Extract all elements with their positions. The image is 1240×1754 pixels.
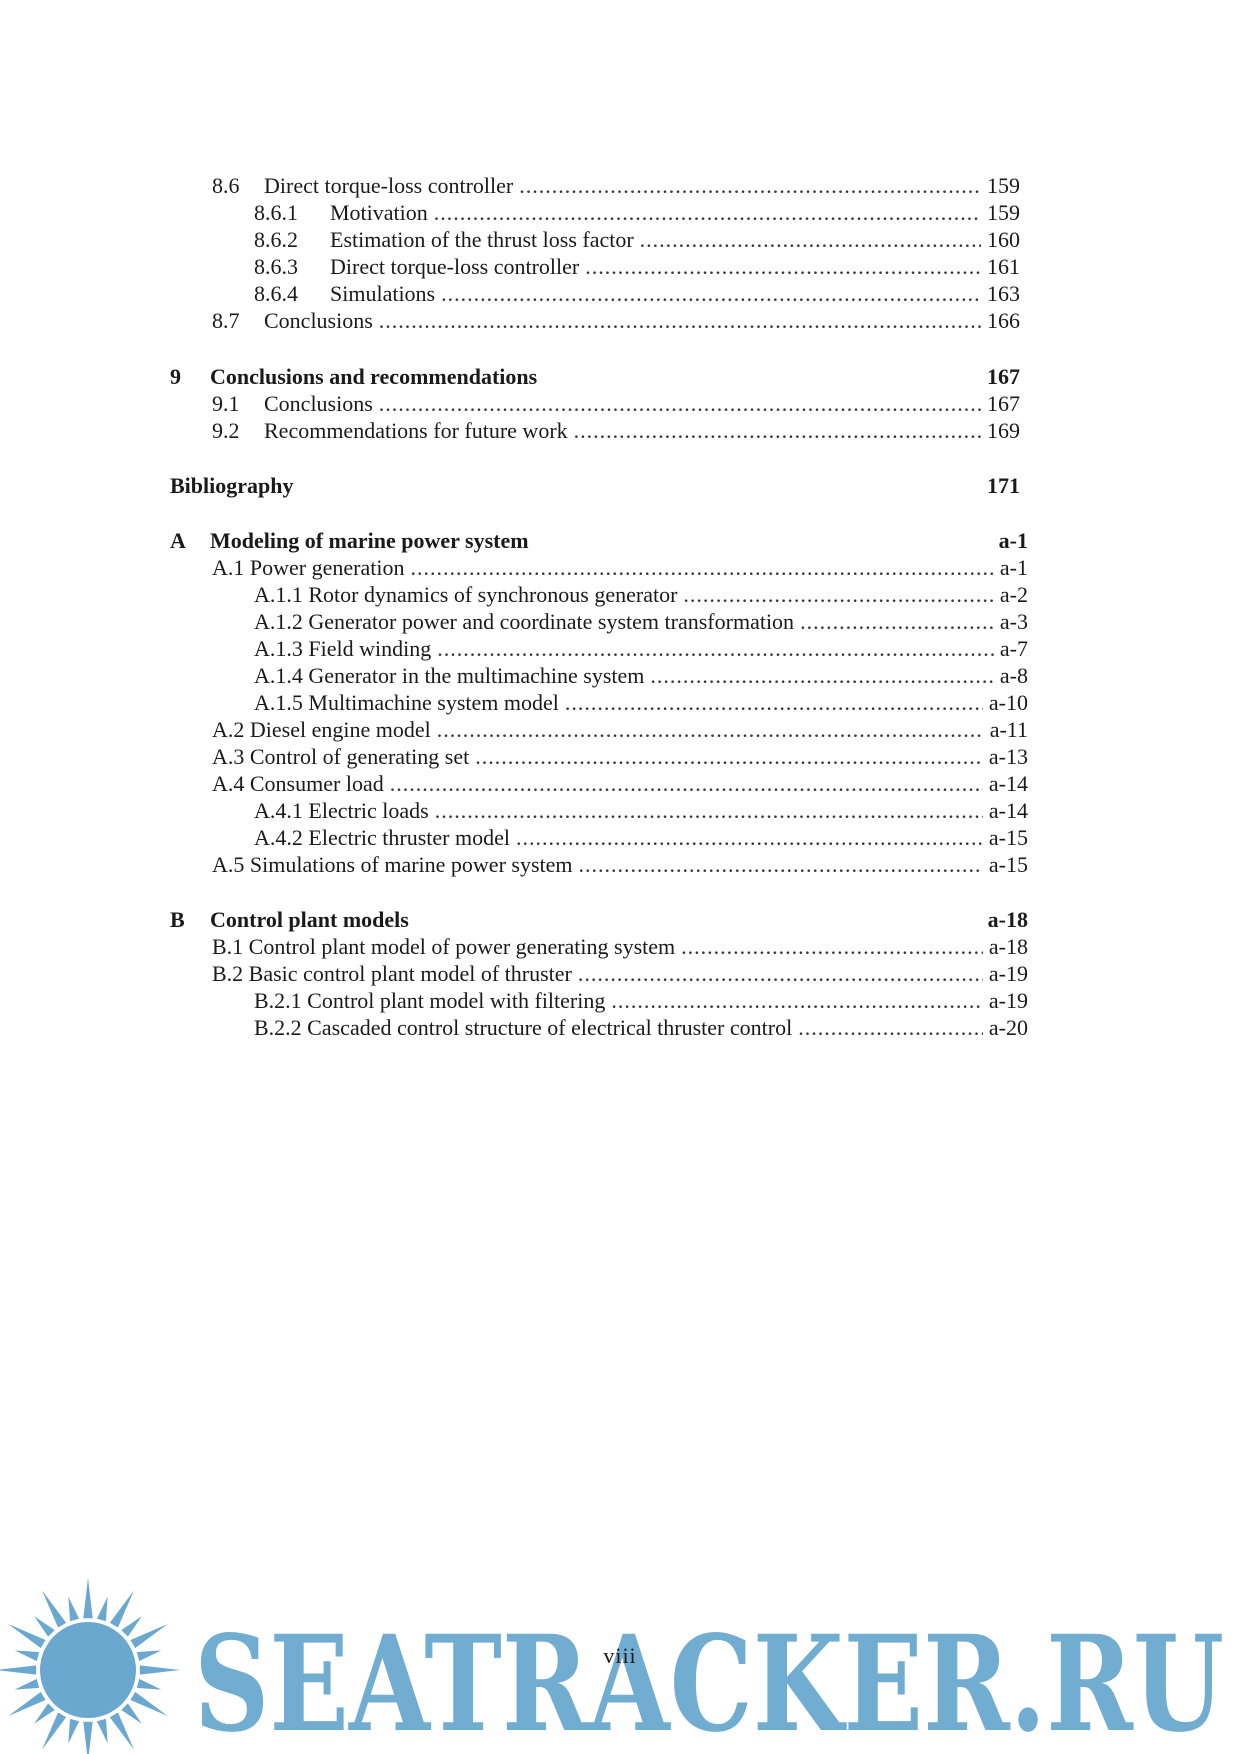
sun-ray	[68, 1719, 79, 1744]
toc-dot-leader	[681, 933, 983, 961]
toc-dot-leader	[611, 987, 983, 1015]
toc-entry[interactable]	[170, 906, 1028, 934]
toc-dot-leader	[585, 253, 981, 281]
toc-entry-page: a-14	[988, 771, 1028, 796]
toc-entry[interactable]	[212, 851, 1028, 879]
toc-dot-leader	[574, 417, 981, 445]
toc-entry-number: 9.1	[212, 391, 240, 416]
toc-entry-title: Estimation of the thrust loss factor	[330, 227, 634, 252]
toc-entry-title: A.1.4 Generator in the multimachine system	[254, 663, 645, 688]
toc-dot-leader	[683, 581, 993, 609]
sun-ray	[110, 1590, 134, 1627]
toc-entry-page: 159	[987, 173, 1020, 198]
toc-entry-number: 8.6.2	[254, 227, 298, 252]
toc-dot-leader	[519, 172, 981, 200]
toc-entry-title: Conclusions	[264, 391, 373, 416]
toc-entry-title: B.2.1 Control plant model with filtering	[254, 988, 606, 1013]
toc-entry[interactable]	[212, 554, 1028, 582]
toc-entry[interactable]	[254, 987, 1028, 1015]
toc-dot-leader	[441, 280, 981, 308]
toc-entry-title: Motivation	[330, 200, 428, 225]
toc-entry-page: a-3	[999, 609, 1028, 634]
toc-entry[interactable]	[212, 307, 1020, 335]
toc-entry-number: B	[170, 907, 185, 932]
toc-entry[interactable]	[212, 933, 1028, 961]
toc-entry-title: Modeling of marine power system	[210, 528, 529, 553]
toc-dot-leader	[565, 689, 983, 717]
toc-entry-title: A.4.1 Electric loads	[254, 798, 429, 823]
toc-entry-number: 8.6.1	[254, 200, 298, 225]
sun-ray	[34, 1703, 54, 1723]
toc-entry-number: 9.2	[212, 418, 240, 443]
toc-entry-page: a-1	[999, 555, 1028, 580]
sun-ray	[110, 1713, 134, 1750]
toc-entry[interactable]	[212, 716, 1028, 744]
sun-ray	[68, 1597, 79, 1622]
sun-ray	[8, 1692, 45, 1716]
watermark-text: SEATRACKER.RU	[194, 1607, 1224, 1754]
toc-dot-leader	[475, 743, 983, 771]
toc-entry-page: a-1	[998, 528, 1028, 553]
toc-entry[interactable]	[170, 527, 1028, 555]
toc-entry-page: a-19	[988, 961, 1028, 986]
toc-entry-title: A.2 Diesel engine model	[212, 717, 431, 742]
toc-entry[interactable]	[170, 472, 1020, 500]
sun-ray	[83, 1722, 92, 1754]
toc-entry-title: Conclusions and recommendations	[210, 364, 538, 389]
toc-entry-page: a-20	[988, 1015, 1028, 1040]
toc-entry-page: 169	[987, 418, 1020, 443]
page-number: viii	[603, 1643, 637, 1668]
toc-dot-leader	[437, 635, 994, 663]
toc-entry-page: a-2	[999, 582, 1028, 607]
toc-entry-page: 167	[987, 364, 1020, 389]
sun-ray	[137, 1679, 162, 1690]
toc-dot-leader	[798, 1014, 983, 1042]
toc-entry-title: A.4.2 Electric thruster model	[254, 825, 510, 850]
sun-ray	[131, 1692, 168, 1716]
toc-entry[interactable]	[254, 226, 1020, 254]
toc-entry-title: A.5 Simulations of marine power system	[212, 852, 573, 877]
toc-entry[interactable]	[254, 581, 1028, 609]
toc-entry[interactable]	[212, 960, 1028, 988]
toc-entry-page: 161	[987, 254, 1020, 279]
toc-entry-page: a-13	[988, 744, 1028, 769]
sun-ray	[83, 1578, 92, 1618]
toc-dot-leader	[379, 390, 981, 418]
toc-entry[interactable]	[254, 662, 1028, 690]
toc-entry-page: a-14	[988, 798, 1028, 823]
toc-dot-leader	[434, 199, 981, 227]
toc-entry-title: B.2.2 Cascaded control structure of electrical thruster control	[254, 1015, 793, 1040]
toc-entry-page: a-19	[988, 988, 1028, 1013]
toc-entry[interactable]	[254, 199, 1020, 227]
toc-entry-page: a-15	[988, 825, 1028, 850]
toc-dot-leader	[579, 851, 983, 879]
toc-entry-page: a-8	[999, 663, 1028, 688]
toc-entry-page: a-11	[989, 717, 1028, 742]
toc-entry[interactable]	[212, 417, 1020, 445]
toc-entry-title: B.1 Control plant model of power generating system	[212, 934, 676, 959]
toc-entry-number: 8.6	[212, 173, 240, 198]
toc-entry-page: 163	[987, 281, 1020, 306]
toc-entry-title: A.1.2 Generator power and coordinate system transformation	[254, 609, 795, 634]
toc-entry-title: Conclusions	[264, 308, 373, 333]
toc-dot-leader	[578, 960, 983, 988]
toc-entry-page: 171	[987, 473, 1020, 498]
toc-entry[interactable]	[254, 253, 1020, 281]
toc-entry[interactable]	[254, 824, 1028, 852]
toc-entry-number: 8.6.4	[254, 281, 298, 306]
toc-entry[interactable]	[212, 770, 1028, 798]
sun-ray	[121, 1703, 141, 1723]
toc-entry-title: B.2 Basic control plant model of thruster	[212, 961, 572, 986]
toc-entry[interactable]	[212, 390, 1020, 418]
toc-entry-page: a-18	[987, 907, 1028, 932]
toc-entry-title: A.1.1 Rotor dynamics of synchronous generator	[254, 582, 678, 607]
toc-entry-page: 159	[987, 200, 1020, 225]
toc-entry[interactable]	[212, 172, 1020, 200]
sun-ray	[121, 1616, 141, 1636]
sun-ray	[15, 1679, 40, 1690]
toc-entry-title: Direct torque-loss controller	[330, 254, 580, 279]
toc-entry-title: Control plant models	[210, 907, 409, 932]
toc-entry-page: 167	[987, 391, 1020, 416]
toc-entry-number: 8.6.3	[254, 254, 298, 279]
toc-entry[interactable]	[254, 280, 1020, 308]
toc-entry-page: a-10	[988, 690, 1028, 715]
toc-dot-leader	[437, 716, 984, 744]
toc-entry-page: a-7	[999, 636, 1028, 661]
toc-entry[interactable]	[254, 635, 1028, 663]
toc-entry-page: 166	[987, 308, 1020, 333]
toc-entry-page: 160	[987, 227, 1020, 252]
sun-ray	[34, 1616, 54, 1636]
toc-entry-title: Recommendations for future work	[264, 418, 568, 443]
toc-dot-leader	[640, 226, 981, 254]
toc-dot-leader	[390, 770, 983, 798]
toc-dot-leader	[410, 554, 993, 582]
toc-entry-title: Bibliography	[170, 473, 294, 498]
toc-entry-title: A.3 Control of generating set	[212, 744, 470, 769]
toc-entry-number: 9	[170, 364, 181, 389]
toc-dot-leader	[379, 307, 981, 335]
sun-ray	[97, 1719, 108, 1744]
toc-entry-title: A.1.3 Field winding	[254, 636, 432, 661]
toc-entry-page: a-15	[988, 852, 1028, 877]
toc-entry-number: A	[170, 528, 186, 553]
toc-dot-leader	[516, 824, 983, 852]
toc-entry-title: A.1 Power generation	[212, 555, 405, 580]
toc-entry-title: A.4 Consumer load	[212, 771, 384, 796]
toc-entry-title: Direct torque-loss controller	[264, 173, 514, 198]
toc-dot-leader	[800, 608, 994, 636]
toc-entry[interactable]	[254, 1014, 1028, 1042]
toc-entry[interactable]	[212, 743, 1028, 771]
toc-entry[interactable]	[254, 797, 1028, 825]
sun-ray	[42, 1713, 66, 1750]
toc-entry-page: a-18	[988, 934, 1028, 959]
toc-entry-title: Simulations	[330, 281, 436, 306]
toc-dot-leader	[650, 662, 994, 690]
toc-entry[interactable]	[254, 689, 1028, 717]
toc-dot-leader	[435, 797, 983, 825]
toc-entry-number: 8.7	[212, 308, 240, 333]
toc-entry-title: A.1.5 Multimachine system model	[254, 690, 559, 715]
toc-entry[interactable]	[170, 363, 1020, 391]
sun-ray	[42, 1590, 66, 1627]
toc-entry[interactable]	[254, 608, 1028, 636]
sun-ray	[97, 1597, 108, 1622]
